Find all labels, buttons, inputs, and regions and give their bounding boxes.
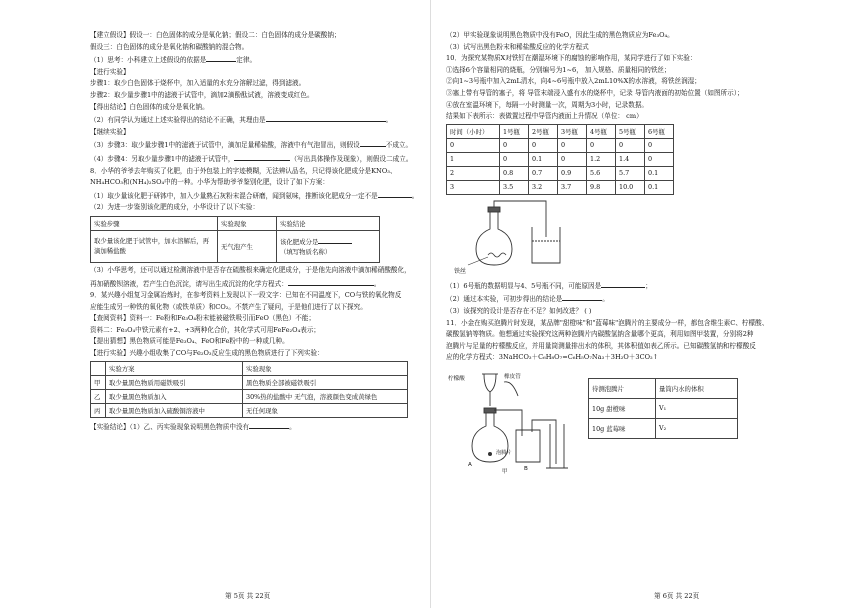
table-row [447, 166, 674, 180]
table-cell: 无气泡产生 [218, 230, 277, 262]
text-line: （3）试写出黑色粉末和稀盐酸反应的化学方程式 [446, 42, 589, 51]
table-header: 2号瓶 [529, 124, 558, 138]
table-row [447, 152, 674, 166]
table-cell: 0 [645, 152, 674, 166]
text-line: ④放在室温环境下，每隔一小时测量一次，周期为3小时，记录数据。 [446, 100, 649, 109]
table-header: 6号瓶 [645, 124, 674, 138]
table-row [447, 180, 674, 194]
table-header: 3号瓶 [558, 124, 587, 138]
table-header: 实验现象 [243, 361, 408, 375]
iron-oxide-table [90, 361, 408, 418]
table-cell: 30%热的盐酸中 无气泡，溶液颜色变成黄绿色 [243, 389, 408, 403]
answer-blank[interactable] [378, 189, 412, 198]
table-cell: 0 [500, 152, 529, 166]
text-line: ③塞上带有导管的塞子，将 导管末端浸入盛有水的烧杯中，记录 导管内液面的初始位置（如图所示）； [446, 88, 744, 97]
text-line: NH₄HCO₃和(NH₄)₂SO₄中的一种。小华为帮助爷爷鉴别化肥，设计了如下方案： [90, 178, 329, 187]
figure-label-tablet: 泡腾片 [496, 449, 512, 456]
table-cell: 取少量该化肥于试管中，加水溶解后，再滴加稀盐酸 [91, 230, 218, 262]
tablet-volume-table [588, 378, 738, 439]
funnel-icon [484, 374, 496, 406]
table-cell: 丙 [91, 403, 106, 417]
page-6 [430, 0, 860, 608]
text-line: 资料二：Fe₃O₄中铁元素有+2、+3两种化合价，其化学式可用FeFe₂O₄表示； [90, 325, 321, 334]
iron-wire-icon [488, 253, 506, 257]
table-cell: 1.4 [616, 152, 645, 166]
table-cell: 0 [558, 152, 587, 166]
text-line: （3）该探究的设计是否存在不足？如何改进？ ( ) [446, 306, 592, 315]
question-9: 9．某兴趣小组复习金属冶炼时，在参考资料上发现以下一段文字：已知在不同温度下，CO与铁的氧化物反 [90, 291, 402, 300]
table-header: 实验现象 [218, 216, 277, 230]
q11-figure-area [446, 364, 830, 474]
table-row [447, 138, 674, 152]
table-cell: 3 [447, 180, 500, 194]
table-cell: 1 [447, 152, 500, 166]
table-cell: 0.1 [529, 152, 558, 166]
text-line: （2）为进一步鉴别该化肥的成分，小华设计了以下实验： [90, 203, 260, 212]
text-line: （2）有同学认为通过上述实验得出的结论不正确，其理由是 。 [90, 113, 416, 127]
table-header: 1号瓶 [500, 124, 529, 138]
text-line: 步骤1：取少白色固体于烧杯中，加入适量的水充分溶解过滤，得到滤液。 [90, 79, 306, 88]
table-cell: 取少量黑色物质加入硫酸铜溶液中 [106, 403, 243, 417]
table-cell: V₁ [656, 398, 738, 418]
table-cell: 3.2 [529, 180, 558, 194]
table-cell: 无任何现象 [243, 403, 408, 417]
figure-label-rubber-tube: 橡皮管 [504, 373, 521, 380]
text-line: 假设三：白色固体的成分是氧化钠和碳酸钠的混合物。 [90, 42, 249, 51]
tablet-icon [488, 452, 492, 456]
question-10: 10．为探究某物质X对铁钉在潮湿环境下的腐蚀的影响作用，某同学进行了如下实验： [446, 54, 697, 63]
fertilizer-table [90, 216, 380, 263]
answer-blank[interactable] [234, 152, 290, 161]
text-line: （3）小华思考，还可以通过检测溶液中是否存在硫酸根来确定化肥成分，于是他先向溶液中滴加稀硝酸酸化， [90, 265, 411, 274]
text-line: 步骤2：取少量步骤1中的滤液于试管中，滴加2滴酚酞试液，溶液变成红色。 [90, 90, 314, 99]
table-header: 量筒内水的体积 [656, 378, 738, 398]
answer-blank[interactable] [601, 279, 645, 288]
table-cell: 甲 [91, 375, 106, 389]
text-line: 再加硝酸钡溶液，若产生白色沉淀，请写出生成沉淀的化学方程式： 。 [90, 277, 416, 291]
table-cell: 0 [616, 138, 645, 152]
table-cell: 乙 [91, 389, 106, 403]
figure-label-b: B [524, 465, 528, 472]
table-cell: 9.8 [587, 180, 616, 194]
table-cell: 0.8 [500, 166, 529, 180]
text-line: ②向1~3号瓶中加入2mL清水，向4~6号瓶中放入2mL10%X的水溶液，将铁丝润湿； [446, 77, 701, 86]
section-heading: 【得出结论】白色固体的成分是氧化钠。 [90, 102, 209, 111]
table-cell: 取少量黑色物质加入 [106, 389, 243, 403]
table-cell: 10g 蓝莓味 [589, 418, 656, 438]
table-cell: 取少量黑色物质用磁铁吸引 [106, 375, 243, 389]
figure-caption-jia: 甲 [502, 468, 508, 475]
answer-blank[interactable] [249, 420, 289, 429]
table-cell: 0 [558, 138, 587, 152]
table-cell [91, 361, 106, 375]
table-cell: 5.7 [616, 166, 645, 180]
table-header: 待测泡腾片 [589, 378, 656, 398]
table-cell: 0.7 [529, 166, 558, 180]
measuring-cylinder-icon [550, 424, 564, 468]
figure-label: 铁丝 [454, 267, 467, 275]
table-header: 时间（小时） [447, 124, 500, 138]
answer-blank[interactable] [206, 53, 236, 62]
table-header: 4号瓶 [587, 124, 616, 138]
table-cell: 2 [447, 166, 500, 180]
table-header: 实验步骤 [91, 216, 218, 230]
figure-label-citric-acid: 柠檬酸 [448, 375, 465, 382]
text-line: （1）思考：小科建立上述假设的依据是 定律。 [90, 53, 416, 67]
answer-blank[interactable] [266, 113, 386, 122]
question-8: 8．小华的爷爷去年购买了化肥，由于外包装上的字迹模糊，无法辨认品名，只记得该化肥成分是KNO₃、 [90, 166, 397, 175]
answer-blank[interactable] [562, 292, 602, 301]
table-cell: 黑色物质全部被磁铁吸引 [243, 375, 408, 389]
table-cell: 0 [529, 138, 558, 152]
table-cell: 10.0 [616, 180, 645, 194]
table-cell: 该化肥成分是 （填写物质名称） [277, 230, 380, 262]
table-cell: 0 [447, 138, 500, 152]
flask-icon [476, 201, 546, 265]
table-cell: 0 [587, 138, 616, 152]
text-line: 【进行实验】兴趣小组收集了CO与Fe₂O₃反应生成的黑色物质进行了下列实验： [90, 349, 324, 358]
text-line: 【建立假设】假设一：白色固体的成分是氧化钠；假设二：白色固体的成分是碳酸钠； [90, 31, 341, 39]
text-line: 结果如下表所示：表做置过程中导管内液面上升情况（单位： cm） [446, 112, 643, 121]
table-cell: V₂ [656, 418, 738, 438]
question-11: 11．小金在购买泡腾片时发现，某品牌"甜橙味"和"蓝莓味"泡腾片的主要成分一样，都包含维生素C、柠檬酸、 [446, 318, 769, 327]
answer-blank[interactable] [318, 235, 352, 244]
text-line: 碳酸氢钠等物质。他想通过实验探究这两种泡腾片内碳酸氢钠含量哪个更高，利用如图甲装置，分别将2种 [446, 330, 754, 339]
table-cell: 0 [500, 138, 529, 152]
text-line: （3）步骤3：取少量步骤1中的滤液于试管中，滴加足量稀盐酸，溶液中有气泡冒出，则假设 不成立。 [90, 138, 416, 152]
table-cell: 5.6 [587, 166, 616, 180]
section-heading: 【进行实验】 [90, 67, 130, 76]
table-row [447, 124, 674, 138]
table-header: 实验结论 [277, 216, 380, 230]
table-cell: 3.7 [558, 180, 587, 194]
corrosion-data-table [446, 124, 674, 195]
text-line: （1）取少量该化肥于研钵中，加入少量熟石灰粉末混合研磨，闻到氨味，推断该化肥成分一定不是 。 [90, 189, 416, 203]
answer-blank[interactable] [288, 277, 374, 286]
table-cell: 0.1 [645, 166, 674, 180]
gas-collection-apparatus-figure [446, 366, 576, 474]
table-cell: 10g 甜橙味 [589, 398, 656, 418]
text-line: （1）6号瓶的数据明显与4、5号瓶不同，可能原因是 ； [446, 279, 830, 293]
text-line: 应的化学方程式：3NaHCO₃＋C₆H₈O₇=C₆H₅O₇Na₃＋3H₂O＋3CO₂↑ [446, 353, 659, 362]
page-number-5: 第 5页 共 22页 [225, 592, 271, 600]
answer-blank[interactable] [360, 138, 386, 147]
table-header: 实验方案 [106, 361, 243, 375]
text-line: （4）步骤4：另取少量步骤1中的滤液于试管中， （写出具体操作及现象），则假设二成立。 [90, 152, 416, 166]
text-line: 【实验结论】（1）乙、丙实验现象说明黑色物质中没有 。 [90, 420, 416, 434]
text-line: 【提出猜想】黑色物质可能是Fe₃O₄、FeO和Fe粉中的一种或几种。 [90, 337, 289, 346]
text-line: （2）甲实验现象说明黑色物质中没有FeO，因此生成的黑色物质应为Fe₃O₄。 [446, 31, 674, 39]
bottle-b-icon [516, 430, 540, 462]
figure-label-a: A [468, 461, 472, 468]
text-line: 应能生成另一种铁的氧化物（或铁单质）和CO₂。不禁产生了疑问，于是他们进行了以下探究。 [90, 302, 367, 311]
table-header: 5号瓶 [616, 124, 645, 138]
table-cell: 3.5 [500, 180, 529, 194]
table-cell: 0.9 [558, 166, 587, 180]
table-cell: 1.2 [587, 152, 616, 166]
table-cell: 0.1 [645, 180, 674, 194]
text-line: （2）通过本实验，可初步得出的结论是 。 [446, 292, 830, 306]
table-cell: 0 [645, 138, 674, 152]
text-line: 泡腾片与足量的柠檬酸反应，并用量筒测量排出水的体积，其体积值如表乙所示。已知碳酸氢钠和柠檬酸反 [446, 341, 756, 350]
page-number-6: 第 6页 共 22页 [654, 592, 700, 600]
section-heading: 【继续实验】 [90, 127, 130, 136]
text-line: ①选择6个容量相同的烧瓶，分别编号为1~6， 加入规格、质量相同的铁丝； [446, 65, 671, 74]
text-line: 【查阅资料】资料一：Fe粉和Fe₃O₄粉末能被磁铁吸引而FeO（黑色）不能； [90, 314, 316, 323]
corrosion-apparatus-figure [450, 197, 570, 279]
